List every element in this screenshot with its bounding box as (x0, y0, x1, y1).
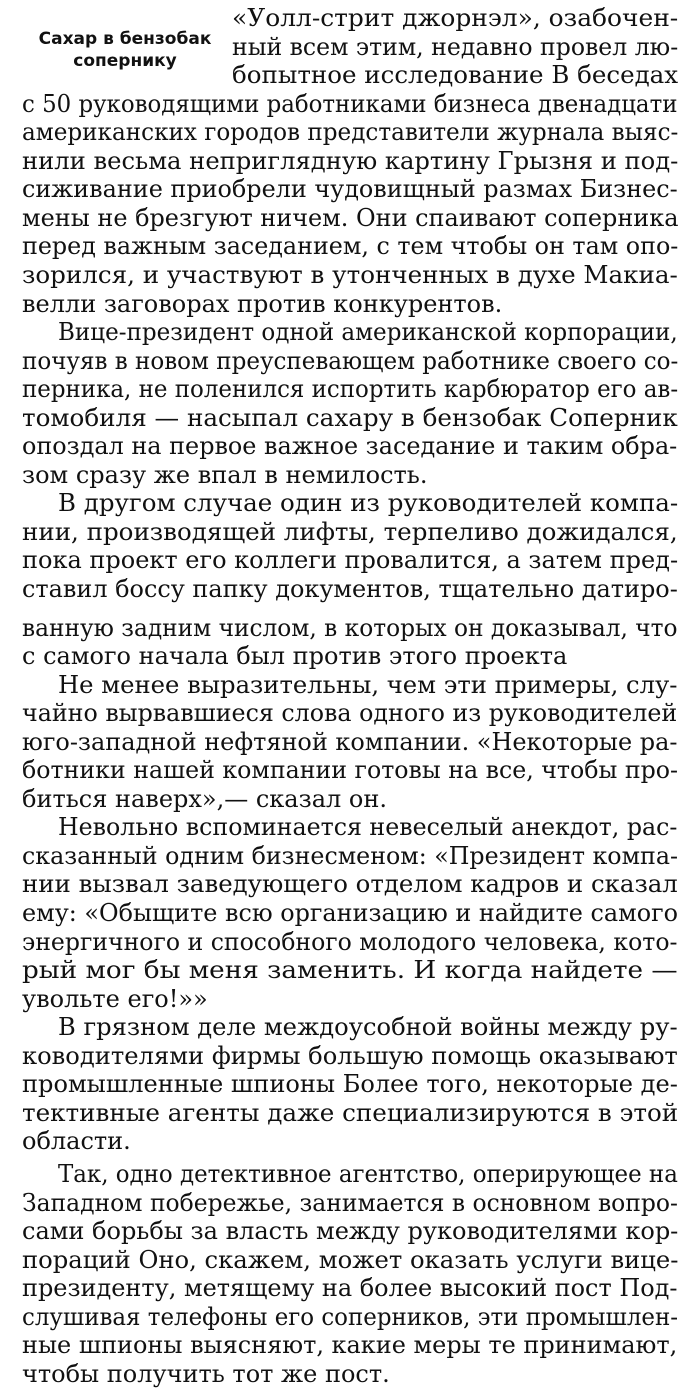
text-line: ему: «Обыщите всю организацию и найдите самого (22, 899, 678, 927)
text-line: чтобы получить тот же пост. (22, 1360, 390, 1388)
text-line: тективные агенты даже специализируются в этой (22, 1099, 679, 1127)
text-line: чайно вырвавшиеся слова одного из руководителей (22, 699, 678, 727)
text-line: ководителями фирмы большую помощь оказывают (22, 1042, 678, 1070)
sidebar-heading (20, 28, 230, 72)
text-line: ванную задним числом, в которых он доказывал, что (22, 614, 678, 642)
text-line: рый мог бы меня заменить. И когда найдете — (22, 956, 678, 984)
text-line: Невольно вспоминается невеселый анекдот, рас- (58, 813, 678, 841)
text-line: велли заговорах против конкурентов. (22, 290, 503, 318)
text-line: ные шпионы выясняют, какие меры те принимают, (22, 1331, 678, 1359)
text-line: бопытное исследование В беседах (232, 61, 679, 89)
text-line: ный всем этим, недавно провел лю- (232, 33, 679, 61)
text-line: перника, не поленился испортить карбюратор его ав- (22, 375, 679, 403)
text-line: американских городов представители журнала выяс- (22, 118, 679, 146)
text-line: опоздал на первое важное заседание и таким обра- (22, 432, 678, 460)
text-line: биться наверх»,— сказал он. (22, 785, 387, 813)
text-line: пораций Оно, скажем, может оказать услуги вице- (22, 1246, 679, 1274)
text-line: нии, производящей лифты, терпеливо дожидался, (22, 518, 678, 546)
text-line: зорился, и участвуют в утонченных в духе Макиа- (22, 261, 678, 289)
text-line: юго-западной нефтяной компании. «Некоторые ра- (22, 728, 678, 756)
text-line: ставил боссу папку документов, тщательно датиро- (22, 575, 678, 603)
text-line: томобиля — насыпал сахару в бензобак Соперник (22, 404, 678, 432)
text-line: В грязном деле междоусобной войны между ру- (58, 1013, 678, 1041)
text-line: Так, одно детективное агентство, оперирующее на (58, 1160, 678, 1188)
text-line: президенту, метящему на более высокий пост Под- (22, 1274, 678, 1302)
text-line: пока проект его коллеги провалится, а затем пред- (22, 546, 679, 574)
text-line: зом сразу же впал в немилость. (22, 461, 428, 489)
text-line: мены не брезгуют ничем. Они спаивают соперника (22, 204, 679, 232)
text-line: ботники нашей компании готовы на все, чтобы про- (22, 756, 678, 784)
text-line: нии вызвал заведующего отделом кадров и сказал (22, 870, 678, 898)
text-line: «Уолл-стрит джорнэл», озабочен- (232, 4, 679, 32)
text-line: с 50 руководящими работниками бизнеса двенадцати (22, 90, 678, 118)
text-line: почуяв в новом преуспевающем работнике своего со- (22, 347, 679, 375)
text-line: Вице-президент одной американской корпорации, (58, 318, 678, 346)
text-line: увольте его!»» (22, 985, 208, 1013)
text-line: с самого начала был против этого проекта (22, 642, 568, 670)
text-line: Не менее выразительны, чем эти примеры, слу- (58, 671, 678, 699)
text-line: слушивая телефоны его соперников, эти промышлен- (22, 1303, 678, 1331)
text-line: Западном побережье, занимается в основном вопро- (22, 1189, 678, 1217)
text-line: области. (22, 1127, 131, 1155)
text-line: сказанный одним бизнесменом: «Президент компа- (22, 842, 678, 870)
sidebar-heading-line-2: сопернику (73, 51, 177, 71)
text-line: сами борьбы за власть между руководителями кор- (22, 1217, 679, 1245)
text-line: перед важным заседанием, с тем чтобы он там опо- (22, 232, 679, 260)
text-line: энергичного и способного молодого человека, кото- (22, 928, 678, 956)
text-line: промышленные шпионы Более того, некоторые де- (22, 1070, 678, 1098)
text-line: нили весьма неприглядную картину Грызня и под- (22, 147, 679, 175)
text-line: В другом случае один из руководителей компа- (58, 489, 679, 517)
text-line: сиживание приобрели чудовищный размах Бизнес- (22, 175, 678, 203)
sidebar-heading-line-1: Сахар в бензобак (38, 29, 212, 49)
